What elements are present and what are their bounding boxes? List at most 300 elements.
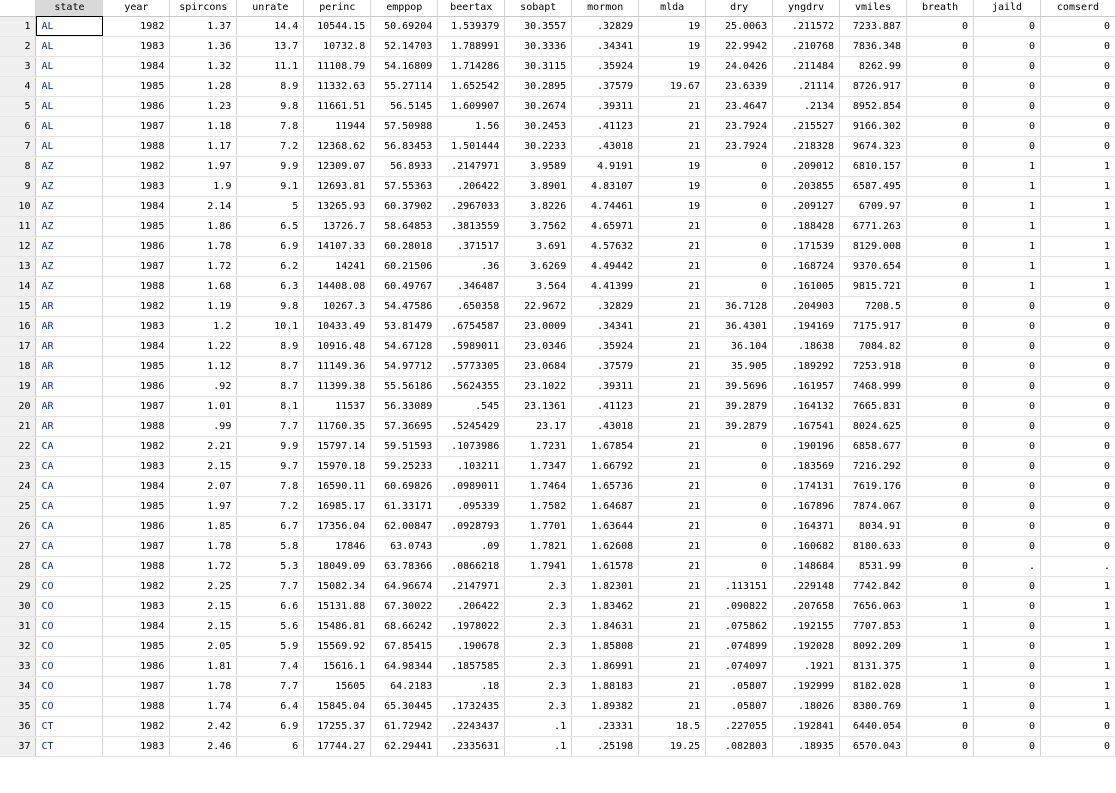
cell-breath[interactable]: 0 [907, 456, 974, 476]
row-number[interactable]: 2 [0, 36, 36, 56]
cell-comserd[interactable]: 1 [1040, 176, 1115, 196]
cell-mlda[interactable]: 21 [639, 376, 706, 396]
cell-vmiles[interactable]: 7742.842 [840, 576, 907, 596]
cell-comserd[interactable]: 0 [1040, 16, 1115, 36]
cell-jaild[interactable]: 0 [974, 296, 1041, 316]
cell-year[interactable]: 1985 [103, 356, 170, 376]
column-header-unrate[interactable]: unrate [237, 0, 304, 16]
cell-comserd[interactable]: 0 [1040, 516, 1115, 536]
cell-comserd[interactable]: 1 [1040, 656, 1115, 676]
cell-yngdrv[interactable]: .164132 [773, 396, 840, 416]
cell-emppop[interactable]: 57.36695 [371, 416, 438, 436]
column-header-spircons[interactable]: spircons [170, 0, 237, 16]
cell-breath[interactable]: 1 [907, 616, 974, 636]
cell-vmiles[interactable]: 8726.917 [840, 76, 907, 96]
cell-breath[interactable]: 0 [907, 576, 974, 596]
cell-spircons[interactable]: 1.37 [170, 16, 237, 36]
cell-mormon[interactable]: 1.65736 [572, 476, 639, 496]
cell-perinc[interactable]: 10544.15 [304, 16, 371, 36]
cell-yngdrv[interactable]: .190196 [773, 436, 840, 456]
cell-perinc[interactable]: 10916.48 [304, 336, 371, 356]
cell-spircons[interactable]: 1.17 [170, 136, 237, 156]
cell-vmiles[interactable]: 8129.008 [840, 236, 907, 256]
cell-dry[interactable]: 0 [706, 436, 773, 456]
cell-breath[interactable]: 0 [907, 376, 974, 396]
cell-comserd[interactable]: 0 [1040, 96, 1115, 116]
cell-comserd[interactable]: 0 [1040, 456, 1115, 476]
cell-sobapt[interactable]: 1.7347 [505, 456, 572, 476]
cell-year[interactable]: 1986 [103, 236, 170, 256]
cell-emppop[interactable]: 58.64853 [371, 216, 438, 236]
cell-breath[interactable]: 0 [907, 556, 974, 576]
cell-vmiles[interactable]: 8180.633 [840, 536, 907, 556]
cell-sobapt[interactable]: 23.0684 [505, 356, 572, 376]
cell-jaild[interactable]: 0 [974, 376, 1041, 396]
row-number[interactable]: 3 [0, 56, 36, 76]
cell-year[interactable]: 1988 [103, 556, 170, 576]
cell-perinc[interactable]: 10433.49 [304, 316, 371, 336]
cell-state[interactable]: AR [36, 336, 103, 356]
cell-comserd[interactable]: 1 [1040, 196, 1115, 216]
cell-yngdrv[interactable]: .174131 [773, 476, 840, 496]
row-number[interactable]: 15 [0, 296, 36, 316]
cell-yngdrv[interactable]: .211572 [773, 16, 840, 36]
cell-jaild[interactable]: 1 [974, 196, 1041, 216]
row-number[interactable]: 36 [0, 716, 36, 736]
cell-year[interactable]: 1982 [103, 156, 170, 176]
cell-comserd[interactable]: 0 [1040, 116, 1115, 136]
cell-perinc[interactable]: 15569.92 [304, 636, 371, 656]
cell-yngdrv[interactable]: .192028 [773, 636, 840, 656]
cell-breath[interactable]: 0 [907, 36, 974, 56]
cell-perinc[interactable]: 11944 [304, 116, 371, 136]
cell-yngdrv[interactable]: .183569 [773, 456, 840, 476]
row-number[interactable]: 17 [0, 336, 36, 356]
cell-yngdrv[interactable]: .188428 [773, 216, 840, 236]
cell-yngdrv[interactable]: .203855 [773, 176, 840, 196]
cell-breath[interactable]: 0 [907, 76, 974, 96]
cell-vmiles[interactable]: 8131.375 [840, 656, 907, 676]
cell-dry[interactable]: .05807 [706, 696, 773, 716]
column-header-sobapt[interactable]: sobapt [505, 0, 572, 16]
cell-mormon[interactable]: 1.62608 [572, 536, 639, 556]
cell-dry[interactable]: 0 [706, 196, 773, 216]
cell-sobapt[interactable]: 2.3 [505, 636, 572, 656]
cell-breath[interactable]: 0 [907, 536, 974, 556]
cell-perinc[interactable]: 15616.1 [304, 656, 371, 676]
cell-mlda[interactable]: 19 [639, 56, 706, 76]
cell-breath[interactable]: 0 [907, 16, 974, 36]
cell-unrate[interactable]: 9.9 [237, 156, 304, 176]
cell-mormon[interactable]: .35924 [572, 336, 639, 356]
cell-spircons[interactable]: 2.15 [170, 456, 237, 476]
cell-state[interactable]: AL [36, 96, 103, 116]
cell-spircons[interactable]: 2.42 [170, 716, 237, 736]
cell-unrate[interactable]: 5.6 [237, 616, 304, 636]
cell-vmiles[interactable]: 6709.97 [840, 196, 907, 216]
cell-mormon[interactable]: 1.67854 [572, 436, 639, 456]
cell-comserd[interactable]: 0 [1040, 36, 1115, 56]
cell-breath[interactable]: 1 [907, 696, 974, 716]
cell-mormon[interactable]: .32829 [572, 296, 639, 316]
row-number[interactable]: 26 [0, 516, 36, 536]
cell-beertax[interactable]: .2335631 [438, 736, 505, 756]
cell-mormon[interactable]: .23331 [572, 716, 639, 736]
cell-state[interactable]: AL [36, 136, 103, 156]
cell-dry[interactable]: 39.2879 [706, 396, 773, 416]
cell-beertax[interactable]: .371517 [438, 236, 505, 256]
cell-emppop[interactable]: 56.83453 [371, 136, 438, 156]
cell-mlda[interactable]: 19 [639, 16, 706, 36]
cell-mlda[interactable]: 21 [639, 536, 706, 556]
cell-state[interactable]: CA [36, 516, 103, 536]
cell-breath[interactable]: 0 [907, 396, 974, 416]
cell-emppop[interactable]: 62.00847 [371, 516, 438, 536]
cell-state[interactable]: CO [36, 616, 103, 636]
cell-yngdrv[interactable]: .2134 [773, 96, 840, 116]
cell-comserd[interactable]: 0 [1040, 496, 1115, 516]
cell-state[interactable]: CO [36, 636, 103, 656]
cell-sobapt[interactable]: 3.6269 [505, 256, 572, 276]
cell-mlda[interactable]: 21 [639, 96, 706, 116]
cell-year[interactable]: 1982 [103, 16, 170, 36]
cell-yngdrv[interactable]: .18026 [773, 696, 840, 716]
cell-dry[interactable]: 0 [706, 536, 773, 556]
cell-emppop[interactable]: 55.56186 [371, 376, 438, 396]
cell-perinc[interactable]: 15082.34 [304, 576, 371, 596]
row-number[interactable]: 9 [0, 176, 36, 196]
cell-comserd[interactable]: 1 [1040, 576, 1115, 596]
cell-beertax[interactable]: .206422 [438, 176, 505, 196]
cell-mormon[interactable]: 1.66792 [572, 456, 639, 476]
cell-sobapt[interactable]: 30.2453 [505, 116, 572, 136]
cell-jaild[interactable]: 0 [974, 636, 1041, 656]
cell-spircons[interactable]: 1.28 [170, 76, 237, 96]
cell-emppop[interactable]: 50.69204 [371, 16, 438, 36]
row-number[interactable]: 32 [0, 636, 36, 656]
cell-mormon[interactable]: .43018 [572, 416, 639, 436]
cell-unrate[interactable]: 6.6 [237, 596, 304, 616]
row-number[interactable]: 35 [0, 696, 36, 716]
cell-unrate[interactable]: 8.9 [237, 336, 304, 356]
cell-beertax[interactable]: .5773305 [438, 356, 505, 376]
cell-state[interactable]: CT [36, 716, 103, 736]
cell-yngdrv[interactable]: .21114 [773, 76, 840, 96]
cell-jaild[interactable]: 0 [974, 656, 1041, 676]
cell-mlda[interactable]: 21 [639, 476, 706, 496]
cell-jaild[interactable]: 1 [974, 256, 1041, 276]
cell-unrate[interactable]: 9.8 [237, 296, 304, 316]
cell-mormon[interactable]: 1.89382 [572, 696, 639, 716]
cell-yngdrv[interactable]: .189292 [773, 356, 840, 376]
cell-mlda[interactable]: 21 [639, 456, 706, 476]
cell-spircons[interactable]: 1.78 [170, 676, 237, 696]
cell-vmiles[interactable]: 8092.209 [840, 636, 907, 656]
cell-sobapt[interactable]: 23.0009 [505, 316, 572, 336]
cell-year[interactable]: 1987 [103, 676, 170, 696]
cell-perinc[interactable]: 15797.14 [304, 436, 371, 456]
cell-state[interactable]: AL [36, 36, 103, 56]
cell-state[interactable]: CA [36, 436, 103, 456]
cell-mormon[interactable]: 1.85808 [572, 636, 639, 656]
cell-spircons[interactable]: 1.97 [170, 496, 237, 516]
cell-comserd[interactable]: 1 [1040, 636, 1115, 656]
cell-breath[interactable]: 0 [907, 236, 974, 256]
cell-year[interactable]: 1984 [103, 336, 170, 356]
cell-spircons[interactable]: 1.72 [170, 256, 237, 276]
cell-jaild[interactable]: 0 [974, 36, 1041, 56]
cell-jaild[interactable]: 1 [974, 176, 1041, 196]
cell-emppop[interactable]: 60.49767 [371, 276, 438, 296]
cell-mormon[interactable]: 4.74461 [572, 196, 639, 216]
cell-unrate[interactable]: 7.7 [237, 416, 304, 436]
cell-state[interactable]: CA [36, 456, 103, 476]
cell-beertax[interactable]: 1.539379 [438, 16, 505, 36]
cell-beertax[interactable]: .0866218 [438, 556, 505, 576]
cell-beertax[interactable]: .1857585 [438, 656, 505, 676]
cell-perinc[interactable]: 18049.09 [304, 556, 371, 576]
cell-yngdrv[interactable]: .209127 [773, 196, 840, 216]
cell-state[interactable]: AR [36, 296, 103, 316]
cell-year[interactable]: 1984 [103, 476, 170, 496]
cell-yngdrv[interactable]: .209012 [773, 156, 840, 176]
cell-unrate[interactable]: 7.2 [237, 136, 304, 156]
cell-unrate[interactable]: 8.9 [237, 76, 304, 96]
cell-mlda[interactable]: 19 [639, 176, 706, 196]
cell-year[interactable]: 1984 [103, 616, 170, 636]
cell-state[interactable]: AR [36, 396, 103, 416]
cell-breath[interactable]: 0 [907, 736, 974, 756]
cell-state[interactable]: AZ [36, 196, 103, 216]
cell-emppop[interactable]: 57.50988 [371, 116, 438, 136]
cell-state[interactable]: CO [36, 696, 103, 716]
cell-year[interactable]: 1983 [103, 176, 170, 196]
cell-comserd[interactable]: 0 [1040, 56, 1115, 76]
cell-mlda[interactable]: 19 [639, 36, 706, 56]
cell-yngdrv[interactable]: .164371 [773, 516, 840, 536]
cell-dry[interactable]: 36.104 [706, 336, 773, 356]
cell-emppop[interactable]: 63.78366 [371, 556, 438, 576]
cell-year[interactable]: 1982 [103, 576, 170, 596]
cell-unrate[interactable]: 5.9 [237, 636, 304, 656]
cell-spircons[interactable]: 1.74 [170, 696, 237, 716]
cell-mormon[interactable]: 1.82301 [572, 576, 639, 596]
cell-dry[interactable]: 39.2879 [706, 416, 773, 436]
cell-sobapt[interactable]: 2.3 [505, 656, 572, 676]
cell-year[interactable]: 1985 [103, 636, 170, 656]
cell-vmiles[interactable]: 6587.495 [840, 176, 907, 196]
cell-unrate[interactable]: 6.4 [237, 696, 304, 716]
cell-perinc[interactable]: 11149.36 [304, 356, 371, 376]
cell-unrate[interactable]: 5 [237, 196, 304, 216]
cell-comserd[interactable]: 1 [1040, 676, 1115, 696]
cell-jaild[interactable]: 0 [974, 596, 1041, 616]
cell-sobapt[interactable]: 2.3 [505, 576, 572, 596]
cell-mormon[interactable]: 1.84631 [572, 616, 639, 636]
cell-sobapt[interactable]: 2.3 [505, 676, 572, 696]
cell-perinc[interactable]: 12309.07 [304, 156, 371, 176]
cell-beertax[interactable]: 1.56 [438, 116, 505, 136]
cell-mormon[interactable]: 1.83462 [572, 596, 639, 616]
cell-unrate[interactable]: 7.4 [237, 656, 304, 676]
cell-dry[interactable]: 0 [706, 456, 773, 476]
cell-perinc[interactable]: 17255.37 [304, 716, 371, 736]
cell-jaild[interactable]: 0 [974, 356, 1041, 376]
cell-mlda[interactable]: 21 [639, 636, 706, 656]
cell-breath[interactable]: 1 [907, 596, 974, 616]
cell-mlda[interactable]: 19 [639, 156, 706, 176]
cell-year[interactable]: 1984 [103, 56, 170, 76]
cell-vmiles[interactable]: 7253.918 [840, 356, 907, 376]
cell-breath[interactable]: 1 [907, 636, 974, 656]
cell-jaild[interactable]: 1 [974, 276, 1041, 296]
cell-emppop[interactable]: 67.30022 [371, 596, 438, 616]
cell-dry[interactable]: .227055 [706, 716, 773, 736]
cell-year[interactable]: 1988 [103, 276, 170, 296]
cell-jaild[interactable]: 0 [974, 136, 1041, 156]
row-number[interactable]: 24 [0, 476, 36, 496]
cell-yngdrv[interactable]: .18638 [773, 336, 840, 356]
cell-vmiles[interactable]: 8262.99 [840, 56, 907, 76]
cell-sobapt[interactable]: 3.564 [505, 276, 572, 296]
cell-emppop[interactable]: 65.30445 [371, 696, 438, 716]
cell-spircons[interactable]: 1.81 [170, 656, 237, 676]
row-number[interactable]: 12 [0, 236, 36, 256]
cell-sobapt[interactable]: 1.7821 [505, 536, 572, 556]
cell-vmiles[interactable]: 6570.043 [840, 736, 907, 756]
cell-comserd[interactable]: 1 [1040, 236, 1115, 256]
column-header-year[interactable]: year [103, 0, 170, 16]
row-number[interactable]: 6 [0, 116, 36, 136]
cell-mormon[interactable]: .43018 [572, 136, 639, 156]
cell-mlda[interactable]: 21 [639, 216, 706, 236]
row-number[interactable]: 18 [0, 356, 36, 376]
cell-beertax[interactable]: .5624355 [438, 376, 505, 396]
column-header-yngdrv[interactable]: yngdrv [773, 0, 840, 16]
cell-dry[interactable]: 0 [706, 516, 773, 536]
cell-dry[interactable]: .074097 [706, 656, 773, 676]
cell-beertax[interactable]: .095339 [438, 496, 505, 516]
cell-breath[interactable]: 1 [907, 656, 974, 676]
cell-unrate[interactable]: 6.9 [237, 236, 304, 256]
cell-perinc[interactable]: 11399.38 [304, 376, 371, 396]
cell-sobapt[interactable]: 1.7464 [505, 476, 572, 496]
cell-dry[interactable]: .05807 [706, 676, 773, 696]
cell-year[interactable]: 1983 [103, 36, 170, 56]
cell-jaild[interactable]: 0 [974, 456, 1041, 476]
row-number[interactable]: 25 [0, 496, 36, 516]
cell-mormon[interactable]: .25198 [572, 736, 639, 756]
cell-perinc[interactable]: 17744.27 [304, 736, 371, 756]
cell-yngdrv[interactable]: .167896 [773, 496, 840, 516]
cell-emppop[interactable]: 60.37902 [371, 196, 438, 216]
column-header-comserd[interactable]: comserd [1040, 0, 1115, 16]
cell-beertax[interactable]: .3813559 [438, 216, 505, 236]
cell-mlda[interactable]: 19.25 [639, 736, 706, 756]
cell-dry[interactable]: 36.4301 [706, 316, 773, 336]
cell-emppop[interactable]: 53.81479 [371, 316, 438, 336]
cell-mormon[interactable]: 4.65971 [572, 216, 639, 236]
cell-unrate[interactable]: 13.7 [237, 36, 304, 56]
cell-perinc[interactable]: 16590.11 [304, 476, 371, 496]
cell-emppop[interactable]: 55.27114 [371, 76, 438, 96]
cell-beertax[interactable]: .650358 [438, 296, 505, 316]
cell-sobapt[interactable]: .1 [505, 716, 572, 736]
row-number[interactable]: 11 [0, 216, 36, 236]
cell-comserd[interactable]: 0 [1040, 736, 1115, 756]
cell-mlda[interactable]: 21 [639, 136, 706, 156]
cell-dry[interactable]: .075862 [706, 616, 773, 636]
column-header-emppop[interactable]: emppop [371, 0, 438, 16]
cell-emppop[interactable]: 64.2183 [371, 676, 438, 696]
column-header-breath[interactable]: breath [907, 0, 974, 16]
cell-spircons[interactable]: 1.85 [170, 516, 237, 536]
cell-unrate[interactable]: 6.9 [237, 716, 304, 736]
cell-breath[interactable]: 0 [907, 316, 974, 336]
cell-sobapt[interactable]: 3.7562 [505, 216, 572, 236]
row-number[interactable]: 23 [0, 456, 36, 476]
row-number[interactable]: 1 [0, 16, 36, 36]
cell-year[interactable]: 1985 [103, 496, 170, 516]
cell-dry[interactable]: 25.0063 [706, 16, 773, 36]
cell-yngdrv[interactable]: .160682 [773, 536, 840, 556]
cell-state[interactable]: AL [36, 76, 103, 96]
cell-mlda[interactable]: 21 [639, 396, 706, 416]
cell-jaild[interactable]: 0 [974, 56, 1041, 76]
cell-emppop[interactable]: 52.14703 [371, 36, 438, 56]
cell-spircons[interactable]: 1.78 [170, 536, 237, 556]
row-number[interactable]: 37 [0, 736, 36, 756]
cell-beertax[interactable]: .36 [438, 256, 505, 276]
cell-sobapt[interactable]: 1.7701 [505, 516, 572, 536]
cell-state[interactable]: CO [36, 576, 103, 596]
cell-vmiles[interactable]: 9674.323 [840, 136, 907, 156]
cell-year[interactable]: 1986 [103, 376, 170, 396]
cell-state[interactable]: CA [36, 476, 103, 496]
cell-year[interactable]: 1983 [103, 736, 170, 756]
cell-yngdrv[interactable]: .161005 [773, 276, 840, 296]
cell-breath[interactable]: 0 [907, 716, 974, 736]
cell-mormon[interactable]: .41123 [572, 396, 639, 416]
cell-state[interactable]: CO [36, 676, 103, 696]
cell-state[interactable]: CO [36, 656, 103, 676]
cell-beertax[interactable]: .346487 [438, 276, 505, 296]
cell-yngdrv[interactable]: .148684 [773, 556, 840, 576]
cell-emppop[interactable]: 59.25233 [371, 456, 438, 476]
row-number[interactable]: 10 [0, 196, 36, 216]
cell-perinc[interactable]: 11760.35 [304, 416, 371, 436]
cell-comserd[interactable]: 1 [1040, 596, 1115, 616]
cell-emppop[interactable]: 68.66242 [371, 616, 438, 636]
cell-sobapt[interactable]: 2.3 [505, 696, 572, 716]
cell-sobapt[interactable]: 30.3557 [505, 16, 572, 36]
cell-comserd[interactable]: 0 [1040, 296, 1115, 316]
cell-mormon[interactable]: 1.64687 [572, 496, 639, 516]
cell-jaild[interactable]: 0 [974, 716, 1041, 736]
cell-emppop[interactable]: 61.72942 [371, 716, 438, 736]
cell-perinc[interactable]: 15605 [304, 676, 371, 696]
row-number[interactable]: 28 [0, 556, 36, 576]
cell-emppop[interactable]: 54.47586 [371, 296, 438, 316]
cell-spircons[interactable]: 2.07 [170, 476, 237, 496]
cell-spircons[interactable]: 1.19 [170, 296, 237, 316]
cell-sobapt[interactable]: 3.9589 [505, 156, 572, 176]
cell-beertax[interactable]: .2967033 [438, 196, 505, 216]
cell-jaild[interactable]: . [974, 556, 1041, 576]
cell-breath[interactable]: 0 [907, 436, 974, 456]
cell-vmiles[interactable]: 7665.831 [840, 396, 907, 416]
cell-year[interactable]: 1984 [103, 196, 170, 216]
